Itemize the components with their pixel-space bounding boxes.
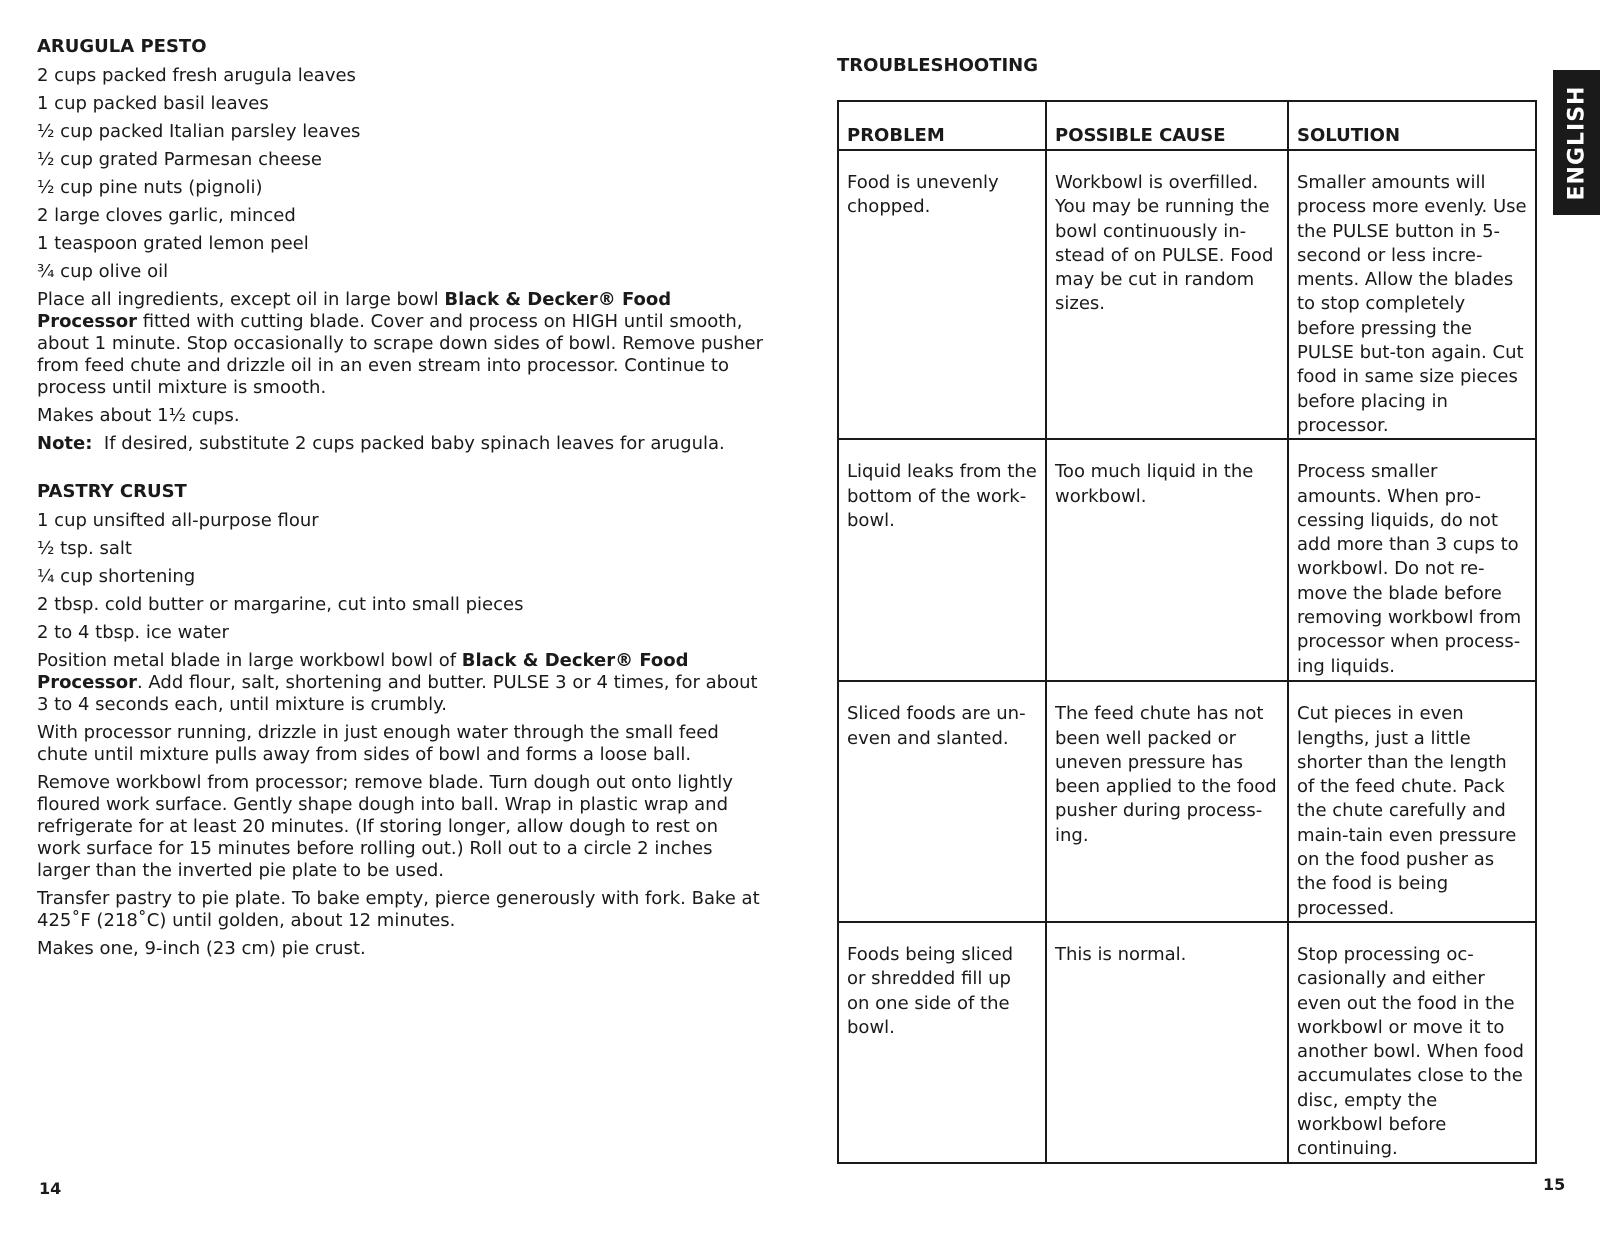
table-row (838, 150, 1536, 439)
list-item: 2 to 4 tbsp. ice water (37, 622, 229, 643)
page-number-left: 14 (39, 1179, 62, 1198)
list-item: ½ cup grated Parmesan cheese (37, 149, 322, 170)
right-page (837, 55, 1537, 1160)
note-text: If desired, substitute 2 cups packed baby spinach leaves for arugula. (92, 433, 725, 454)
cause-cell: Too much liquid in the workbowl. (1046, 439, 1288, 681)
brand-name: Black & Decker® Food Processor (37, 289, 672, 332)
problem-cell: Foods being sliced or shredded fill up on one side of the bowl. (838, 922, 1046, 1163)
crust-step-2: With processor running, drizzle in just enough water through the small feed chute until mixture pulls away from sides of bowl and forms a loose ball. (37, 722, 719, 765)
pesto-method-text: Place all ingredients, except oil in large bowl (37, 289, 445, 310)
solution-cell: Stop processing oc-casionally and either even out the food in the workbowl or move it to another bowl. When food accumulates close to the disc, empty the workbowl before continuing. (1288, 922, 1536, 1163)
cause-cell: Workbowl is overfilled. You may be running the bowl continuously in-stead of on PULSE. Food may be cut in random sizes. (1046, 150, 1288, 439)
list-item: 2 large cloves garlic, minced (37, 205, 296, 226)
list-item: ½ cup packed Italian parsley leaves (37, 121, 361, 142)
troubleshooting-title: TROUBLESHOOTING (837, 55, 1038, 76)
table-row (838, 681, 1536, 922)
problem-cell: Sliced foods are un-even and slanted. (838, 681, 1046, 922)
crust-ingredient-list (37, 510, 767, 644)
solution-cell: Cut pieces in even lengths, just a little shorter than the length of the feed chute. Pack the chute carefully and main-tain even pressure on the food pusher as the food is being processed. (1288, 681, 1536, 922)
pesto-yield: Makes about 1½ cups. (37, 405, 240, 426)
header-solution: SOLUTION (1288, 101, 1536, 150)
list-item: 2 cups packed fresh arugula leaves (37, 65, 356, 86)
crust-step-1 (37, 650, 767, 716)
list-item: 1 cup packed basil leaves (37, 93, 269, 114)
solution-cell: Process smaller amounts. When pro-cessing liquids, do not add more than 3 cups to workbowl. Do not re-move the blade before removing workbowl from processor when process-ing liquids. (1288, 439, 1536, 681)
problem-cell: Food is unevenly chopped. (838, 150, 1046, 439)
pesto-method (37, 289, 767, 399)
arugula-pesto-title: ARUGULA PESTO (37, 36, 207, 57)
note-label: Note: (37, 433, 93, 454)
header-problem: PROBLEM (838, 101, 1046, 150)
header-possible-cause: POSSIBLE CAUSE (1046, 101, 1288, 150)
page-number-right: 15 (1543, 1175, 1566, 1194)
pesto-ingredient-list (37, 65, 767, 283)
list-item: ½ tsp. salt (37, 538, 132, 559)
table-row (838, 922, 1536, 1163)
table-row (838, 439, 1536, 681)
cause-cell: This is normal. (1046, 922, 1288, 1163)
pesto-method-text-continued: fitted with cutting blade. Cover and process on HIGH until smooth, about 1 minute. Stop occasionally to scrape down sides of bowl. Remove pusher from feed chute and drizzle oil in an even stream into processor. Continue to process until mixture is smooth. (37, 311, 763, 398)
table-header-row (838, 101, 1536, 150)
solution-cell: Smaller amounts will process more evenly. Use the PULSE button in 5-second or less incre-ments. Allow the blades to stop completely before pressing the PULSE but-ton again. Cut food in same size pieces before placing in processor. (1288, 150, 1536, 439)
list-item: 1 cup unsifted all-purpose flour (37, 510, 319, 531)
pastry-crust-title: PASTRY CRUST (37, 481, 187, 502)
list-item: ¼ cup shortening (37, 566, 196, 587)
crust-step-1-text-continued: . Add flour, salt, shortening and butter. PULSE 3 or 4 times, for about 3 to 4 seconds each, until mixture is crumbly. (37, 672, 758, 715)
list-item: 2 tbsp. cold butter or margarine, cut into small pieces (37, 594, 524, 615)
list-item: 1 teaspoon grated lemon peel (37, 233, 309, 254)
cause-cell: The feed chute has not been well packed or uneven pressure has been applied to the food pusher during process-ing. (1046, 681, 1288, 922)
left-page (37, 36, 767, 966)
list-item: ¾ cup olive oil (37, 261, 169, 282)
problem-cell: Liquid leaks from the bottom of the work-bowl. (838, 439, 1046, 681)
crust-step-1-text: Position metal blade in large workbowl bowl of (37, 650, 462, 671)
list-item: ½ cup pine nuts (pignoli) (37, 177, 263, 198)
pesto-note (37, 433, 767, 455)
crust-step-3: Remove workbowl from processor; remove blade. Turn dough out onto lightly floured work surface. Gently shape dough into ball. Wrap in plastic wrap and refrigerate for at least 20 minutes. (If storing longer, allow dough to rest on work surface for 15 minutes before rolling out.) Roll out to a circle 2 inches larger than the inverted pie plate to be used. (37, 772, 733, 881)
troubleshooting-table (837, 100, 1537, 1164)
crust-step-4: Transfer pastry to pie plate. To bake empty, pierce generously with fork. Bake at 425˚F (218˚C) until golden, about 12 minutes. (37, 888, 760, 931)
brand-name: Black & Decker® Food Processor (37, 650, 689, 693)
language-tab (1553, 70, 1600, 215)
crust-yield: Makes one, 9-inch (23 cm) pie crust. (37, 938, 366, 959)
language-tab-label: ENGLISH (1564, 85, 1589, 200)
